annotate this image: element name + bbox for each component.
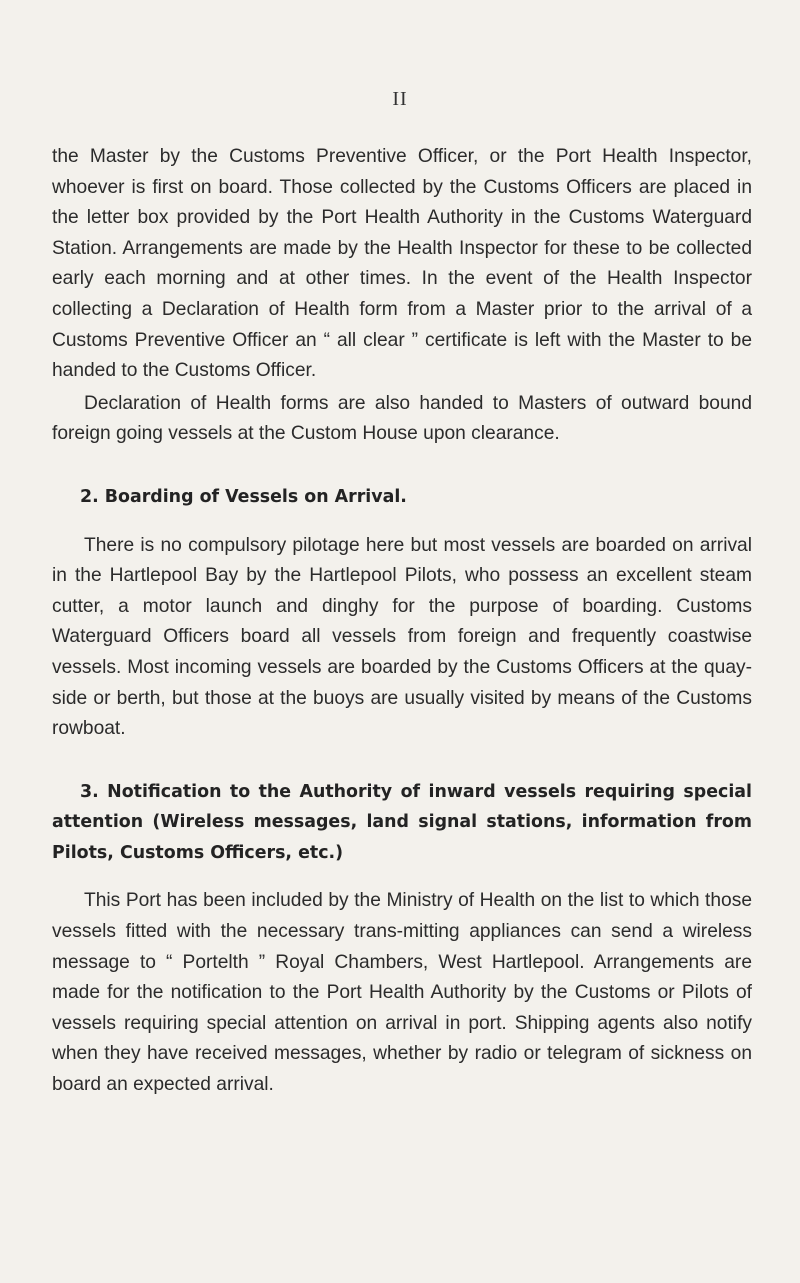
section-paragraph: There is no compulsory pilotage here but most vessels are boarded on arrival in the Hartlepool Bay by the Hartlepool Pilots, who possess an excellent steam cutter, a motor launch and dinghy for the purpose of boarding. Customs Waterguard Officers board all vessels from foreign and frequently coastwise vessels. Most incoming vessels are boarded by the Customs Officers at the quay-side or berth, but those at the buoys are usually visited by means of the Customs rowboat. xyxy=(52,534,752,740)
page-number: II xyxy=(392,88,408,110)
section-notification-to-authority xyxy=(52,777,752,1101)
section-heading: 3. Notification to the Authority of inward vessels requiring special attention (Wireless messages, land signal stations, information from Pilots, Customs Officers, etc.) xyxy=(52,781,752,863)
section-boarding-of-vessels xyxy=(52,482,752,745)
document-body xyxy=(52,142,752,1101)
continuation-paragraph: the Master by the Customs Preventive Officer, or the Port Health Inspector, whoever is first on board. Those collected by the Customs Officers are placed in the letter box provided by the Port Health Authority in the Customs Waterguard Station. Arrangements are made by the Health Inspector for these to be collected early each morning and at other times. In the event of the Health Inspector collecting a Declaration of Health form from a Master prior to the arrival of a Customs Preventive Officer an “ all clear ” certificate is left with the Master to be handed to the Customs Officer. xyxy=(52,146,752,382)
continuation-paragraph: Declaration of Health forms are also handed to Masters of outward bound foreign going vessels at the Custom House upon clearance. xyxy=(52,392,752,445)
section-heading: 2. Boarding of Vessels on Arrival. xyxy=(80,486,407,507)
section-paragraph: This Port has been included by the Ministry of Health on the list to which those vessels fitted with the necessary trans-mitting appliances can send a wireless message to “ Portelth ” Royal Chambers, West Hartlepool. Arrangements are made for the notification to the Port Health Authority by the Customs or Pilots of vessels requiring special attention on arrival in port. Shipping agents also notify when they have received messages, whether by radio or telegram of sickness on board an expected arrival. xyxy=(52,890,752,1096)
